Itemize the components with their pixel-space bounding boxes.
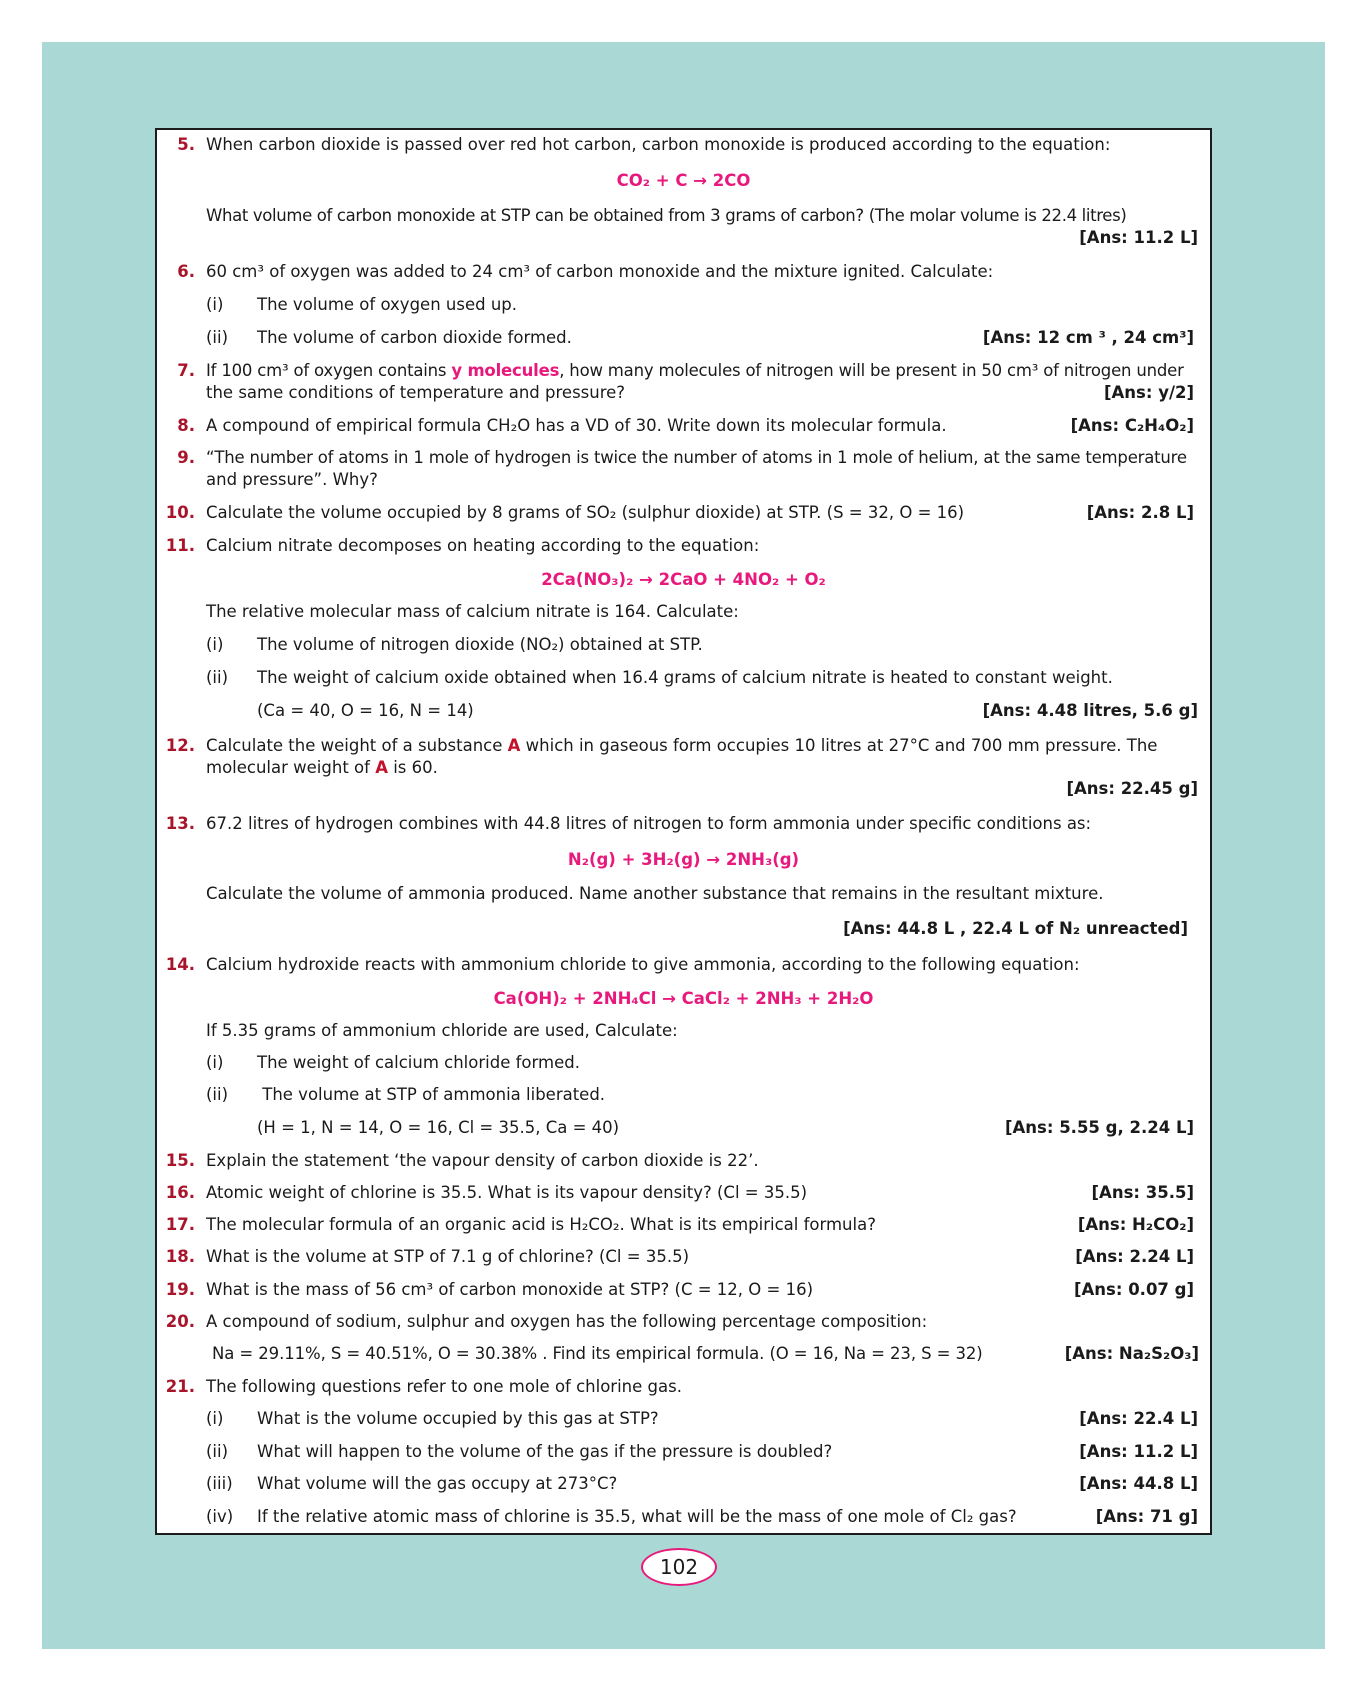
question-number: 6. [177,262,195,281]
sub-question-text: What will happen to the volume of the gas if the pressure is doubled? [257,1442,833,1461]
question-text: Calculate the weight of a substance A which in gaseous form occupies 10 litres at 27°C and 700 mm pressure. The [206,736,1158,755]
sub-question-text: If the relative atomic mass of chlorine is 35.5, what will be the mass of one mole of Cl₂ gas? [257,1507,1017,1526]
sub-question-label: (i) [206,295,224,314]
question-number: 9. [177,448,195,467]
question-text: A compound of empirical formula CH₂O has a VD of 30. Write down its molecular formula. [206,416,947,435]
sub-question-text: The volume of carbon dioxide formed. [257,328,572,347]
question-text: Calculate the volume occupied by 8 grams of SO₂ (sulphur dioxide) at STP. (S = 32, O = 16) [206,503,965,522]
sub-question-text: The volume of oxygen used up. [257,295,517,314]
question-number: 14. [165,955,195,974]
question-text: the same conditions of temperature and pressure? [206,383,626,402]
question-number: 19. [165,1280,195,1299]
answer: [Ans: 11.2 L] [1079,1442,1198,1461]
question-number: 20. [165,1312,195,1331]
question-text: 60 cm³ of oxygen was added to 24 cm³ of carbon monoxide and the mixture ignited. Calculate: [206,262,994,281]
answer: [Ans: 71 g] [1095,1507,1198,1526]
sub-question-text: The weight of calcium oxide obtained when 16.4 grams of calcium nitrate is heated to constant weight. [257,668,1113,687]
page-number: 102 [641,1548,717,1586]
given-data: (Ca = 40, O = 16, N = 14) [257,701,474,720]
question-text: Explain the statement ‘the vapour density of carbon dioxide is 22’. [206,1151,759,1170]
question-number: 11. [165,536,195,555]
answer: [Ans: C₂H₄O₂] [1070,416,1194,435]
chemical-equation: N₂(g) + 3H₂(g) → 2NH₃(g) [567,850,800,869]
answer: [Ans: 22.45 g] [1066,779,1198,798]
sub-question-label: (iv) [206,1507,234,1526]
question-number: 21. [165,1377,195,1396]
answer: [Ans: 2.24 L] [1075,1247,1194,1266]
question-text: Calcium nitrate decomposes on heating according to the equation: [206,536,760,555]
sub-question-text: What is the volume occupied by this gas at STP? [257,1409,659,1428]
sub-question-label: (ii) [206,1442,229,1461]
given-data: (H = 1, N = 14, O = 16, Cl = 35.5, Ca = 40) [257,1118,620,1137]
answer: [Ans: 2.8 L] [1086,503,1194,522]
question-text: The relative molecular mass of calcium nitrate is 164. Calculate: [206,602,739,621]
sub-question-label: (i) [206,1409,224,1428]
question-number: 17. [165,1215,195,1234]
question-text: If 5.35 grams of ammonium chloride are used, Calculate: [206,1021,678,1040]
sub-question-text: What volume will the gas occupy at 273°C? [257,1474,618,1493]
question-text: Na = 29.11%, S = 40.51%, O = 30.38% . Find its empirical formula. (O = 16, Na = 23, S = 32) [212,1344,983,1363]
question-text: and pressure”. Why? [206,470,378,489]
sub-question-label: (i) [206,635,224,654]
answer: [Ans: 12 cm ³ , 24 cm³] [982,328,1194,347]
answer: [Ans: 22.4 L] [1079,1409,1198,1428]
question-number: 8. [177,416,195,435]
question-number: 13. [165,814,195,833]
question-text: molecular weight of A is 60. [206,758,438,777]
answer: [Ans: H₂CO₂] [1077,1215,1194,1234]
answer: [Ans: 4.48 litres, 5.6 g] [982,701,1198,720]
answer: [Ans: 11.2 L] [1079,228,1198,247]
sub-question-label: (i) [206,1053,224,1072]
sub-question-text: The weight of calcium chloride formed. [257,1053,580,1072]
question-number: 18. [165,1247,195,1266]
question-text: The following questions refer to one mole of chlorine gas. [206,1377,682,1396]
question-number: 7. [177,361,195,380]
answer: [Ans: 0.07 g] [1073,1280,1194,1299]
chemical-equation: 2Ca(NO₃)₂ → 2CaO + 4NO₂ + O₂ [541,570,826,589]
answer: [Ans: 5.55 g, 2.24 L] [1004,1118,1194,1137]
question-number: 16. [165,1183,195,1202]
answer: [Ans: 44.8 L , 22.4 L of N₂ unreacted] [843,919,1188,938]
question-number: 5. [177,135,195,154]
question-text: A compound of sodium, sulphur and oxygen has the following percentage composition: [206,1312,928,1331]
chemical-equation: Ca(OH)₂ + 2NH₄Cl → CaCl₂ + 2NH₃ + 2H₂O [493,989,874,1008]
answer: [Ans: Na₂S₂O₃] [1064,1344,1199,1363]
answer: [Ans: 44.8 L] [1079,1474,1198,1493]
question-number: 10. [165,503,195,522]
question-text: Calcium hydroxide reacts with ammonium chloride to give ammonia, according to the following equation: [206,955,1080,974]
question-text: When carbon dioxide is passed over red hot carbon, carbon monoxide is produced according to the equation: [206,135,1111,154]
chemical-equation: CO₂ + C → 2CO [616,171,751,190]
question-text: “The number of atoms in 1 mole of hydrogen is twice the number of atoms in 1 mole of helium, at the same temperature [206,448,1187,467]
question-text: What is the volume at STP of 7.1 g of chlorine? (Cl = 35.5) [206,1247,690,1266]
question-text: Calculate the volume of ammonia produced. Name another substance that remains in the resultant mixture. [206,884,1104,903]
sub-question-text: The volume at STP of ammonia liberated. [257,1085,606,1104]
sub-question-label: (ii) [206,1085,229,1104]
sub-question-label: (iii) [206,1474,233,1493]
sub-question-text: The volume of nitrogen dioxide (NO₂) obtained at STP. [257,635,703,654]
sub-question-label: (ii) [206,668,229,687]
question-text: Atomic weight of chlorine is 35.5. What is its vapour density? (Cl = 35.5) [206,1183,808,1202]
question-text: What volume of carbon monoxide at STP can be obtained from 3 grams of carbon? (The molar volume is 22.4 litres) [206,206,1127,225]
answer: [Ans: y/2] [1103,383,1194,402]
question-number: 12. [165,736,195,755]
question-number: 15. [165,1151,195,1170]
sub-question-label: (ii) [206,328,229,347]
question-text: If 100 cm³ of oxygen contains y molecules, how many molecules of nitrogen will be present in 50 cm³ of nitrogen under [206,361,1184,380]
answer: [Ans: 35.5] [1091,1183,1194,1202]
question-text: 67.2 litres of hydrogen combines with 44.8 litres of nitrogen to form ammonia under specific conditions as: [206,814,1092,833]
question-text: The molecular formula of an organic acid is H₂CO₂. What is its empirical formula? [206,1215,876,1234]
question-text: What is the mass of 56 cm³ of carbon monoxide at STP? (C = 12, O = 16) [206,1280,814,1299]
